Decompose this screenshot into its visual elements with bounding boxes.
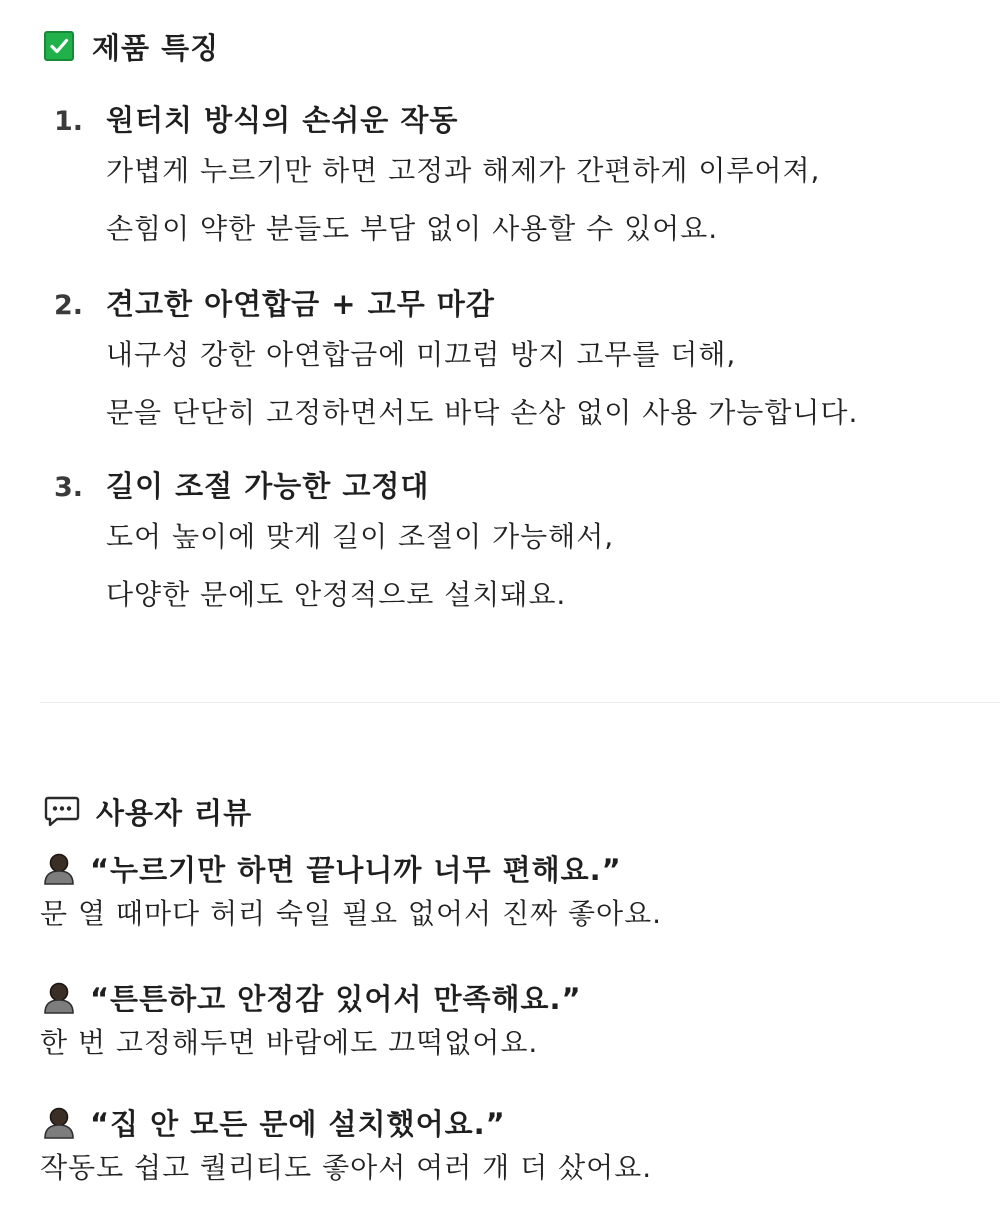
feature-title-row (54, 282, 984, 326)
speech-bubble-icon (44, 793, 80, 829)
review-quote: “튼튼하고 안정감 있어서 만족해요.” (90, 981, 582, 1016)
feature-title: 길이 조절 가능한 고정대 (106, 469, 430, 503)
review-body: 작동도 쉽고 퀄리티도 좋아서 여러 개 더 샀어요. (40, 1151, 653, 1184)
review-item (40, 846, 990, 938)
review-item (40, 1100, 990, 1192)
review-quote: “집 안 모든 문에 설치했어요.” (90, 1106, 506, 1141)
review-quote-row (40, 846, 990, 890)
feature-item (54, 282, 984, 442)
feature-description-line: 도어 높이에 맞게 길이 조절이 가능해서, (106, 520, 615, 553)
review-quote-row (40, 1100, 990, 1144)
review-body: 문 열 때마다 허리 숙일 필요 없어서 진짜 좋아요. (40, 897, 663, 930)
person-icon (42, 980, 76, 1014)
features-heading (44, 26, 219, 66)
feature-title: 원터치 방식의 손쉬운 작동 (106, 103, 459, 137)
reviews-heading (44, 790, 252, 832)
person-icon (42, 851, 76, 885)
feature-item (54, 98, 984, 258)
section-divider (40, 702, 1000, 703)
feature-description-line: 가볍게 누르기만 하면 고정과 해제가 간편하게 이루어져, (106, 154, 821, 187)
feature-title: 견고한 아연합금 + 고무 마감 (106, 287, 495, 321)
feature-description-line: 다양한 문에도 안정적으로 설치돼요. (106, 578, 567, 611)
review-quote-row (40, 975, 990, 1019)
feature-description-line: 문을 단단히 고정하면서도 바닥 손상 없이 사용 가능합니다. (106, 396, 859, 429)
feature-number: 3. (54, 472, 84, 503)
feature-number: 1. (54, 106, 84, 137)
feature-description-line: 내구성 강한 아연합금에 미끄럼 방지 고무를 더해, (106, 338, 737, 371)
review-body: 한 번 고정해두면 바람에도 끄떡없어요. (40, 1026, 539, 1059)
check-box-icon (44, 31, 74, 61)
feature-title-row (54, 464, 984, 508)
review-quote: “누르기만 하면 끝나니까 너무 편해요.” (90, 852, 622, 887)
features-title: 제품 특징 (92, 30, 220, 65)
feature-number: 2. (54, 290, 84, 321)
feature-description-line: 손힘이 약한 분들도 부담 없이 사용할 수 있어요. (106, 212, 719, 245)
feature-item (54, 464, 984, 624)
reviews-title: 사용자 리뷰 (96, 795, 253, 830)
review-item (40, 975, 990, 1067)
feature-title-row (54, 98, 984, 142)
person-icon (42, 1105, 76, 1139)
